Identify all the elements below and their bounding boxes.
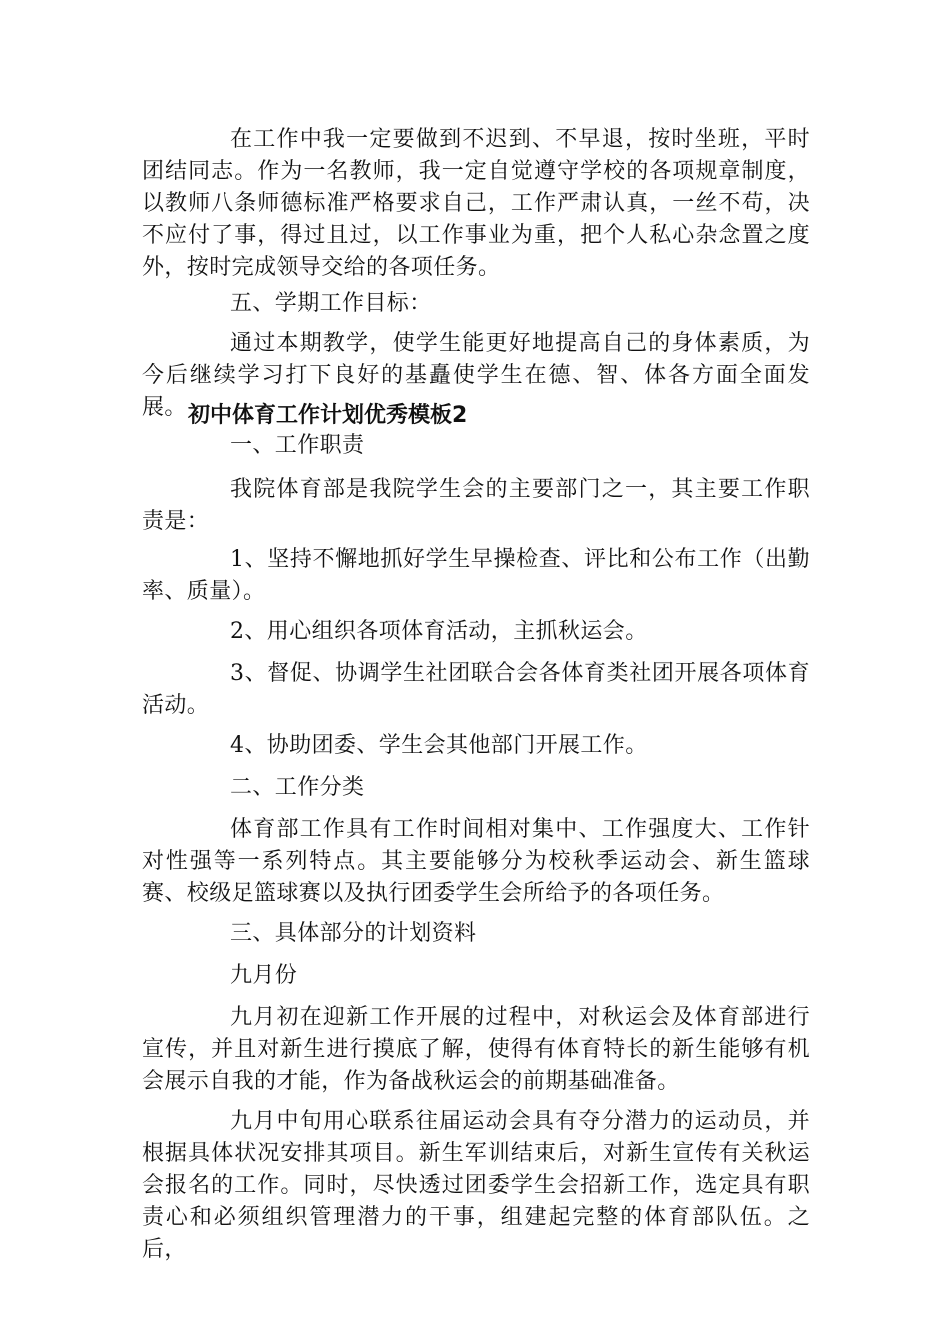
paragraph-duty-2: 2、用心组织各项体育活动，主抓秋运会。 (230, 619, 648, 644)
heading-semester-goals: 五、学期工作目标： (230, 291, 432, 316)
paragraph-duties-intro: 我院体育部是我院学生会的主要部门之一，其主要工作职责是： (142, 477, 810, 534)
paragraph-work-discipline: 在工作中我一定要做到不迟到、不早退，按时坐班，平时团结同志。作为一名教师，我一定自觉遵守学校的各项规章制度，以教师八条师德标准严格要求自己，工作严肃认真，一丝不苟，决不应付了事，得过且过，以工作事业为重，把个人私心杂念置之度外，按时完成领导交给的各项任务。 (142, 127, 810, 280)
paragraph-duty-1: 1、坚持不懈地抓好学生早操检查、评比和公布工作（出勤率、质量）。 (142, 547, 810, 604)
heading-work-categories: 二、工作分类 (230, 775, 365, 800)
paragraph-mid-september: 九月中旬用心联系往届运动会具有夺分潜力的运动员，并根据具体状况安排其项目。新生军训结束后，对新生宣传有关秋运会报名的工作。同时，尽快透过团委学生会招新工作，选定具有职责心和必须组织管理潜力的干事，组建起完整的体育部队伍。之后， (142, 1109, 810, 1262)
paragraph-duty-3: 3、督促、协调学生社团联合会各体育类社团开展各项体育活动。 (142, 661, 810, 718)
heading-duties: 一、工作职责 (230, 433, 365, 458)
paragraph-early-september: 九月初在迎新工作开展的过程中，对秋运会及体育部进行宣传，并且对新生进行摸底了解，使得有体育特长的新生能够有机会展示自我的才能，作为备战秋运会的前期基础准备。 (142, 1005, 810, 1094)
paragraph-semester-goals: 通过本期教学，使学生能更好地提高自己的身体素质，为今后继续学习打下良好的基矗使学生在德、智、体各方面全面发展。 (142, 331, 810, 420)
heading-september: 九月份 (230, 963, 298, 988)
paragraph-work-categories: 体育部工作具有工作时间相对集中、工作强度大、工作针对性强等一系列特点。其主要能够分为校秋季运动会、新生篮球赛、校级足篮球赛以及执行团委学生会所给予的各项任务。 (142, 817, 810, 906)
heading-plan-details: 三、具体部分的计划资料 (230, 921, 477, 946)
section-title: 初中体育工作计划优秀模板2 (188, 403, 468, 428)
paragraph-duty-4: 4、协助团委、学生会其他部门开展工作。 (230, 733, 648, 758)
